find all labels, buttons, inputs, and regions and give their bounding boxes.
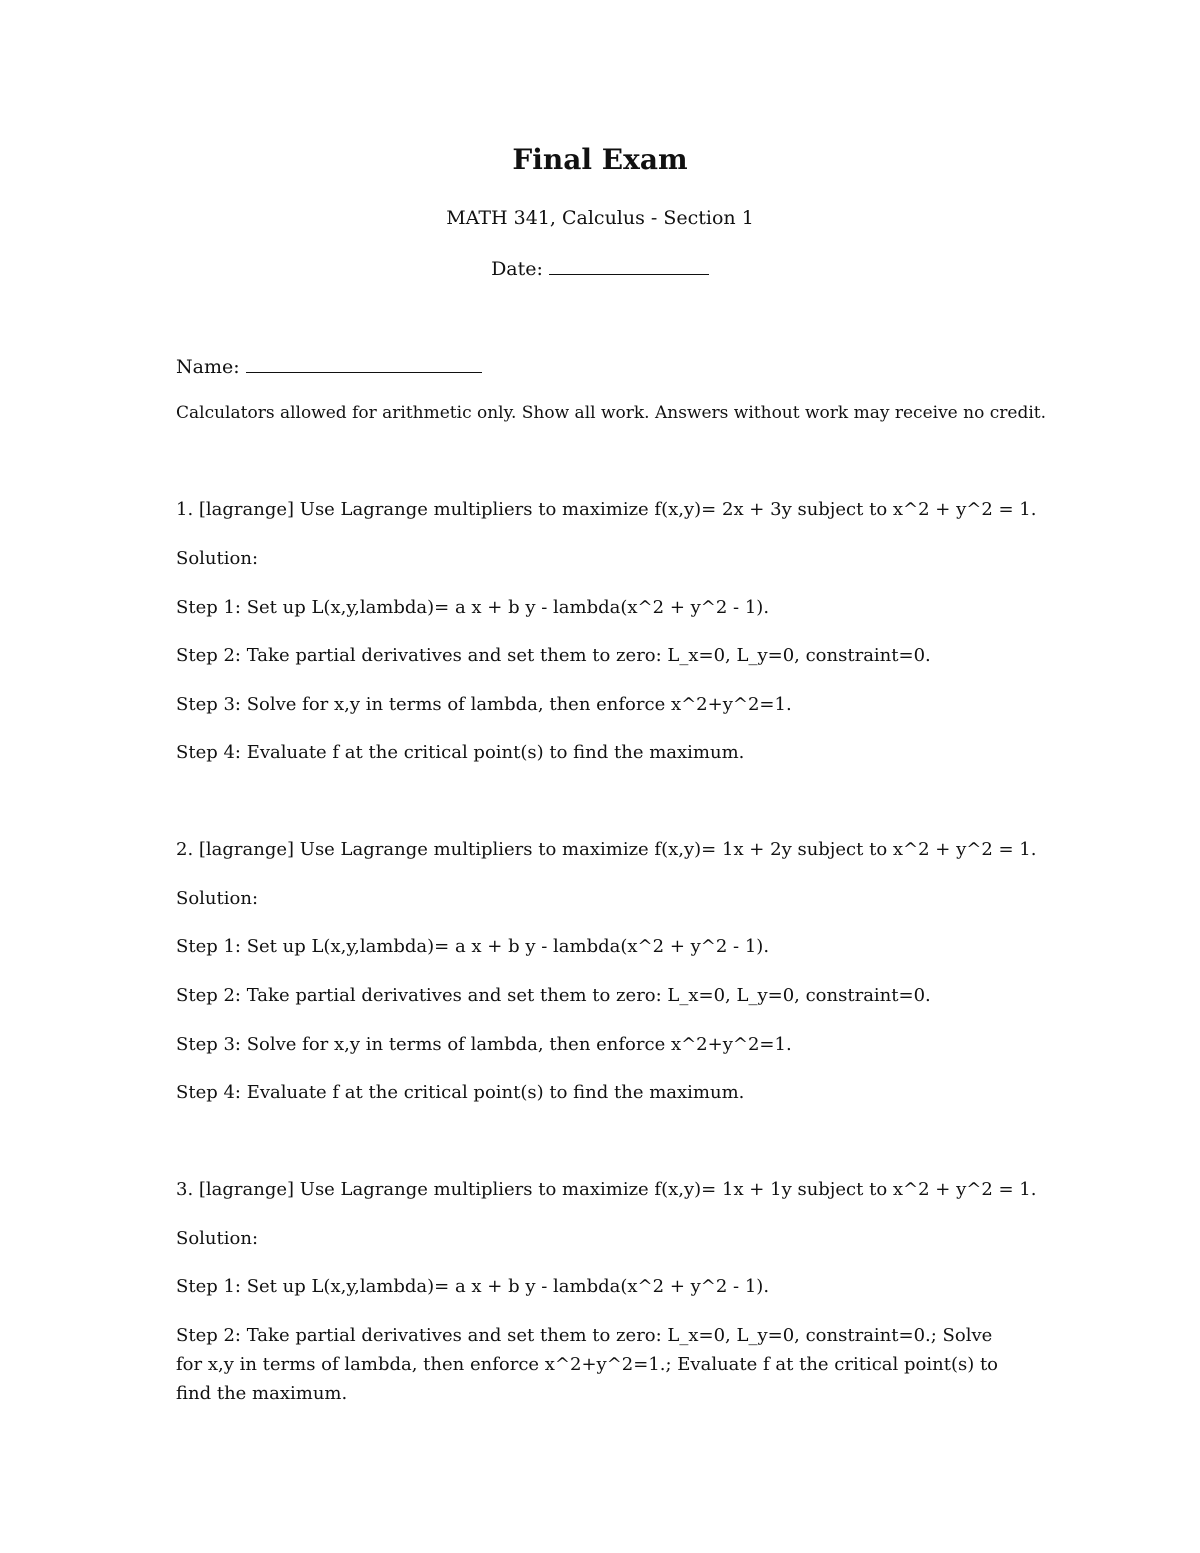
question-1-prompt: 1. [lagrange] Use Lagrange multipliers to maximize f(x,y)= 2x + 3y subject to x^2 + y^2 = 1. (176, 499, 1037, 520)
date-blank-field[interactable] (549, 256, 709, 275)
exam-instructions: Calculators allowed for arithmetic only. Show all work. Answers without work may receive no credit. (176, 403, 1046, 423)
course-subtitle: MATH 341, Calculus - Section 1 (446, 207, 754, 229)
question-2-step-2: Step 2: Take partial derivatives and set them to zero: L_x=0, L_y=0, constraint=0. (176, 985, 931, 1006)
question-2-step-4: Step 4: Evaluate f at the critical point(s) to find the maximum. (176, 1082, 745, 1103)
question-2-prompt: 2. [lagrange] Use Lagrange multipliers to maximize f(x,y)= 1x + 2y subject to x^2 + y^2 = 1. (176, 839, 1037, 860)
question-3-solution-label: Solution: (176, 1228, 259, 1249)
question-2-step-1: Step 1: Set up L(x,y,lambda)= a x + b y - lambda(x^2 + y^2 - 1). (176, 936, 770, 957)
question-1-step-2: Step 2: Take partial derivatives and set them to zero: L_x=0, L_y=0, constraint=0. (176, 645, 931, 666)
question-3-prompt: 3. [lagrange] Use Lagrange multipliers to maximize f(x,y)= 1x + 1y subject to x^2 + y^2 = 1. (176, 1179, 1037, 1200)
exam-title: Final Exam (512, 143, 688, 176)
question-2-solution-label: Solution: (176, 888, 259, 909)
date-row (0, 255, 1200, 283)
name-blank-field[interactable] (246, 354, 482, 373)
question-1-step-4: Step 4: Evaluate f at the critical point(s) to find the maximum. (176, 742, 745, 763)
question-1-solution-label: Solution: (176, 548, 259, 569)
date-label: Date: (491, 258, 543, 280)
name-label: Name: (176, 356, 240, 378)
question-1-step-3: Step 3: Solve for x,y in terms of lambda, then enforce x^2+y^2=1. (176, 694, 792, 715)
question-3-step-2: Step 2: Take partial derivatives and set them to zero: L_x=0, L_y=0, constraint=0.; Solve for x,y in terms of lambda, then enforce x^2+y^2=1.; Evaluate f at the critical point(s) to find the maximum. (176, 1325, 999, 1404)
question-2-step-3: Step 3: Solve for x,y in terms of lambda, then enforce x^2+y^2=1. (176, 1034, 792, 1055)
question-1-step-1: Step 1: Set up L(x,y,lambda)= a x + b y - lambda(x^2 + y^2 - 1). (176, 597, 770, 618)
question-3-step-1: Step 1: Set up L(x,y,lambda)= a x + b y - lambda(x^2 + y^2 - 1). (176, 1276, 770, 1297)
name-row (176, 353, 482, 381)
